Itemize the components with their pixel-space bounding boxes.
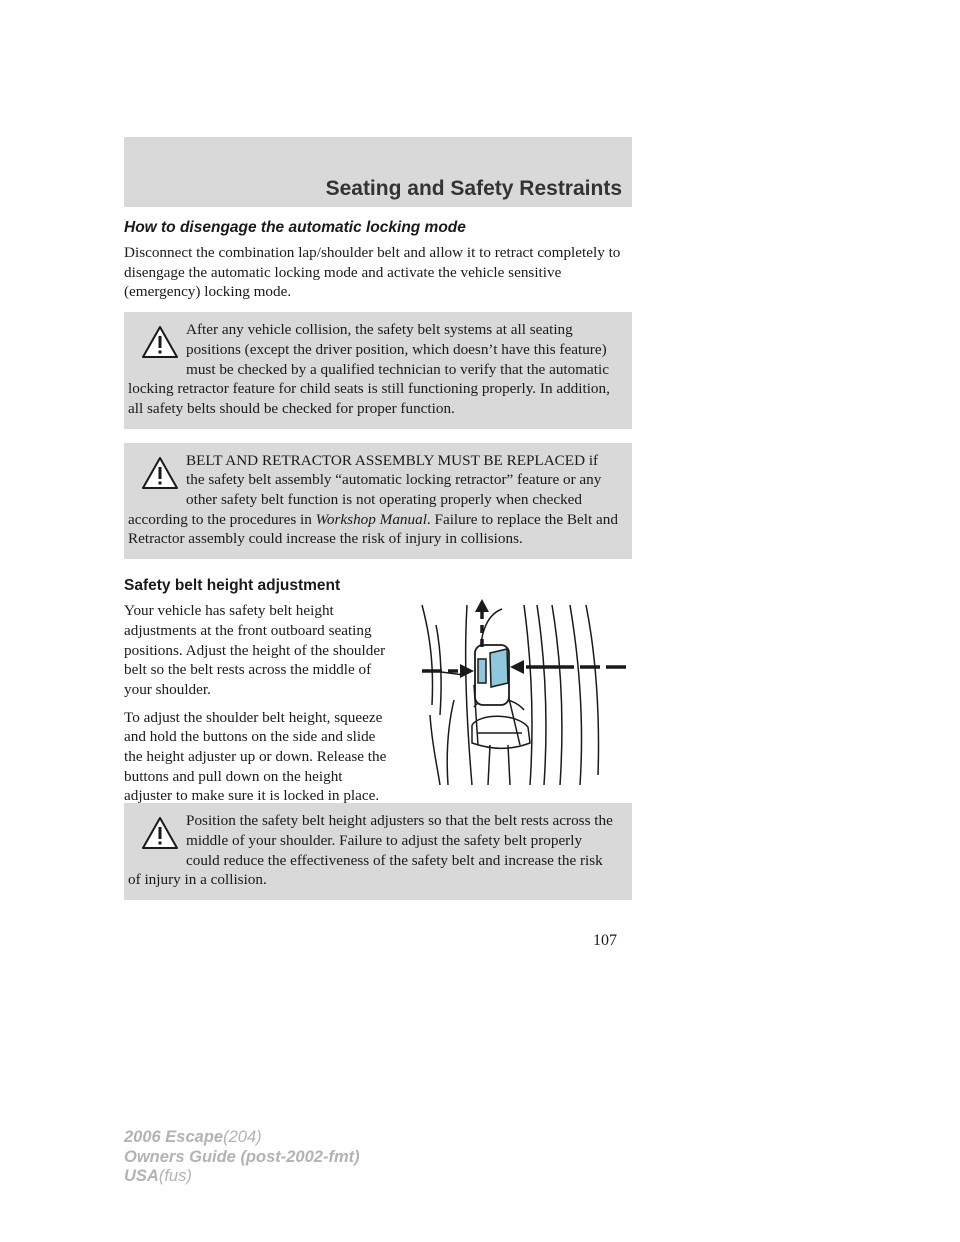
belt-height-adjuster-illustration — [412, 595, 636, 791]
footer-model-code: (204) — [223, 1128, 262, 1146]
height-adjustment-para-1: Your vehicle has safety belt height adjustments at the front outboard seating positions. Adjust the height of the shoulder belt so the belt rests across the middle of your shoulder. — [124, 602, 386, 698]
height-adjustment-heading: Safety belt height adjustment — [124, 577, 341, 595]
warning-triangle-icon — [140, 455, 180, 491]
footer — [124, 1128, 360, 1187]
disengage-heading: How to disengage the automatic locking mode — [124, 219, 466, 236]
section-title: Seating and Safety Restraints — [325, 177, 622, 200]
footer-guide: Owners Guide (post-2002-fmt) — [124, 1147, 360, 1166]
footer-model: 2006 Escape — [124, 1128, 224, 1146]
height-adjustment-text — [124, 601, 392, 814]
warning-triangle-icon — [140, 324, 180, 360]
warning-text-part: BELT AND RETRACTOR ASSEMBLY MUST BE REPLACED if the safety belt assembly “automatic locking retractor” feature or any other safety belt function is not operating properly when checked according to the procedures in — [128, 451, 602, 528]
warning-box-1 — [124, 312, 632, 429]
footer-market-code: (fus) — [158, 1167, 192, 1185]
warning-text: After any vehicle collision, the safety belt systems at all seating positions (except the driver position, which doesn’t have this feature) must be checked by a qualified technician to verify that the automatic locking retractor feature for child seats is still functioning properly. In addition, all safety belts should be checked for proper function. — [128, 321, 610, 417]
height-adjustment-para-2: To adjust the shoulder belt height, squeeze and hold the buttons on the side and slide the height adjuster up or down. Release the buttons and pull down on the height adjuster to make sure it is locked in place. — [124, 708, 387, 805]
footer-market: USA — [124, 1167, 159, 1185]
page-content — [124, 219, 632, 914]
warning-box-2 — [124, 443, 632, 560]
disengage-body: Disconnect the combination lap/shoulder belt and allow it to retract completely to disengage the automatic locking mode and activate the vehicle sensitive (emergency) locking mode. — [124, 244, 621, 301]
height-adjustment-section — [124, 601, 632, 805]
warning-text: Position the safety belt height adjusters so that the belt rests across the middle of your shoulder. Failure to adjust the safety belt properly could reduce the effectiveness of the safety belt and increase the risk of injury in a collision. — [128, 812, 613, 889]
warning-triangle-icon — [140, 815, 180, 851]
warning-text-part: . Failure to replace the Belt and Retractor assembly could increase the risk of injury in collisions. — [128, 510, 618, 548]
workshop-manual-ref: Workshop Manual — [315, 510, 427, 528]
header-band — [124, 137, 632, 207]
page-number: 107 — [593, 932, 617, 949]
warning-box-3 — [124, 803, 632, 900]
